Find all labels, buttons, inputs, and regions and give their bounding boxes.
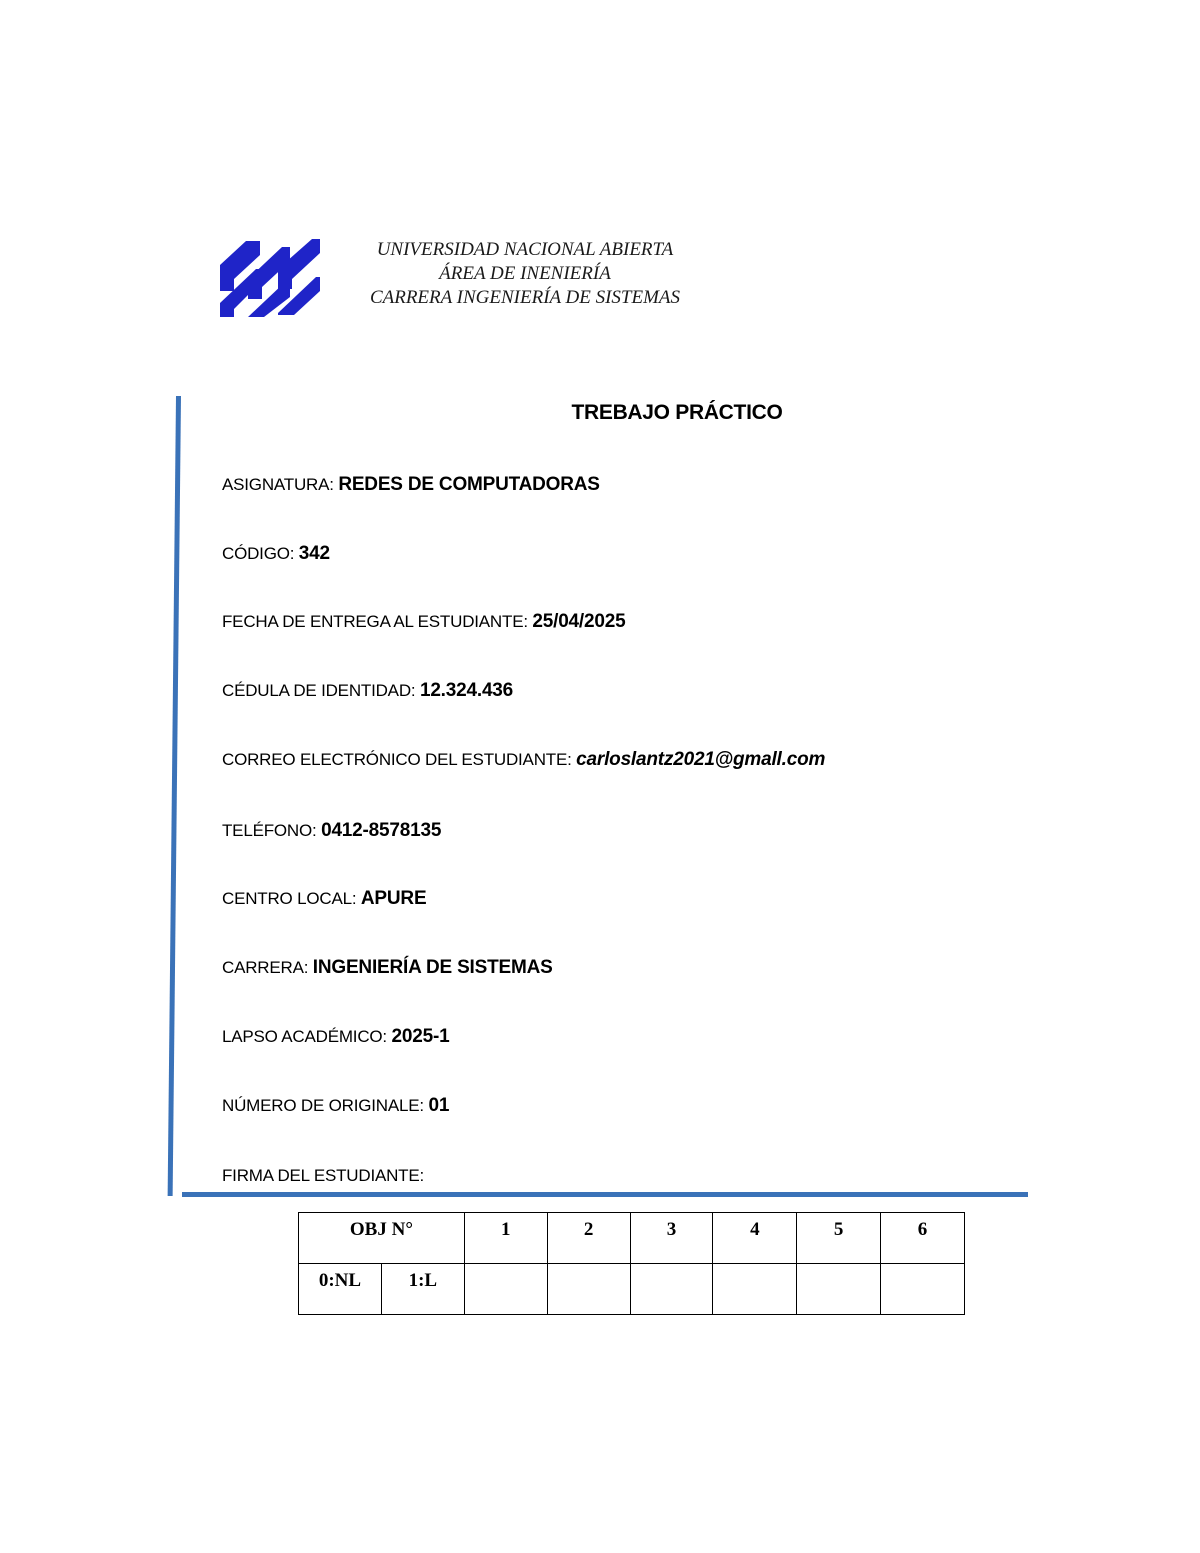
field-value: carloslantz2021@gmall.com <box>576 749 826 770</box>
legend-not-achieved-cell: 0:NL <box>299 1264 382 1315</box>
field-label: CÉDULA DE IDENTIDAD: <box>222 681 420 700</box>
field-value: 2025-1 <box>391 1026 450 1047</box>
field-value: INGENIERÍA DE SISTEMAS <box>312 957 553 978</box>
field-label: FIRMA DEL ESTUDIANTE: <box>222 1166 425 1185</box>
objective-score-cell <box>797 1264 881 1315</box>
field-id-number <box>222 680 513 702</box>
objective-number-cell: 5 <box>797 1213 881 1264</box>
field-email <box>222 749 825 771</box>
objective-number-cell: 6 <box>881 1213 965 1264</box>
objective-number-cell: 1 <box>464 1213 547 1264</box>
field-signature <box>222 1165 424 1187</box>
field-label: LAPSO ACADÉMICO: <box>222 1027 392 1046</box>
field-career <box>222 957 553 979</box>
field-label: ASIGNATURA: <box>222 475 339 494</box>
objective-number-cell: 4 <box>713 1213 797 1264</box>
frame-bottom-border <box>182 1192 1028 1197</box>
objective-score-cell <box>881 1264 965 1315</box>
institution-name: UNIVERSIDAD NACIONAL ABIERTA <box>376 239 674 260</box>
field-label: CENTRO LOCAL: <box>222 889 361 908</box>
field-value: 0412-8578135 <box>321 820 442 841</box>
field-subject <box>222 474 600 496</box>
institution-header <box>340 238 710 310</box>
field-value: REDES DE COMPUTADORAS <box>338 474 600 495</box>
institution-area: ÁREA DE INENIERÍA <box>439 263 611 284</box>
field-value: 25/04/2025 <box>532 611 626 632</box>
field-label: TELÉFONO: <box>222 821 322 840</box>
field-phone <box>222 820 441 842</box>
university-logo <box>220 239 320 317</box>
table-header-cell: OBJ N° <box>299 1213 465 1264</box>
table-header-row <box>299 1213 965 1264</box>
objective-score-cell <box>713 1264 797 1315</box>
field-label: FECHA DE ENTREGA AL ESTUDIANTE: <box>222 612 533 631</box>
legend-achieved-cell: 1:L <box>381 1264 464 1315</box>
field-delivery-date <box>222 611 625 633</box>
frame-left-border <box>168 396 181 1196</box>
objective-number-cell: 3 <box>630 1213 713 1264</box>
field-value: 342 <box>298 543 330 564</box>
field-academic-period <box>222 1026 449 1048</box>
table-row <box>299 1264 965 1315</box>
objective-score-cell <box>547 1264 630 1315</box>
field-label: NÚMERO DE ORIGINALE: <box>222 1096 429 1115</box>
objectives-table <box>298 1212 965 1315</box>
institution-career: CARRERA INGENIERÍA DE SISTEMAS <box>369 287 681 308</box>
field-label: CARRERA: <box>222 958 313 977</box>
field-value: APURE <box>360 888 427 909</box>
document-title: TREBAJO PRÁCTICO <box>571 401 783 424</box>
objective-score-cell <box>464 1264 547 1315</box>
field-value: 01 <box>428 1095 450 1116</box>
field-label: CORREO ELECTRÓNICO DEL ESTUDIANTE: <box>222 750 577 769</box>
objective-number-cell: 2 <box>547 1213 630 1264</box>
field-code <box>222 543 330 565</box>
field-local-center <box>222 888 426 910</box>
field-originals-number <box>222 1095 449 1117</box>
field-label: CÓDIGO: <box>222 544 299 563</box>
objective-score-cell <box>630 1264 713 1315</box>
field-value: 12.324.436 <box>419 680 514 701</box>
